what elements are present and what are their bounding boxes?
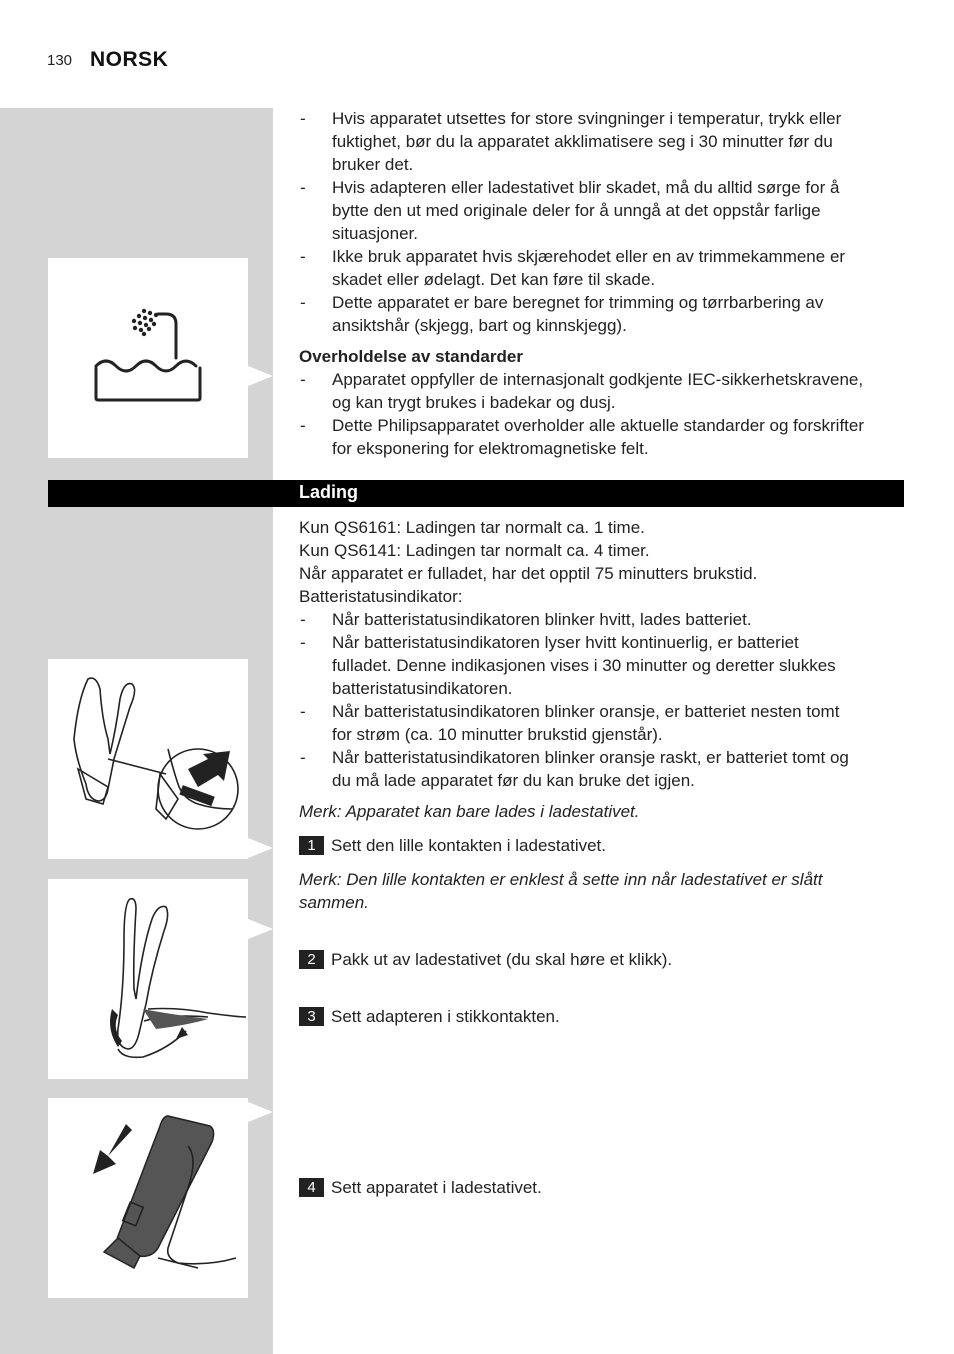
step-4	[299, 1176, 941, 1199]
step-number-badge: 1	[299, 836, 324, 855]
note-text	[299, 868, 909, 914]
list-item-line: ansiktshår (skjegg, bart og kinnskjegg).	[332, 316, 627, 335]
list-item-line: Når batteristatusindikatoren blinker oransje, er batteriet nesten tomt	[332, 702, 840, 721]
step-number-badge: 3	[299, 1007, 324, 1026]
bullet-dash: -	[300, 633, 306, 652]
step-2	[299, 948, 941, 971]
bullet-dash: -	[300, 416, 306, 435]
bullet-dash: -	[300, 109, 306, 128]
insert-appliance-icon	[48, 1098, 248, 1298]
list-item	[299, 631, 909, 700]
list-item-line: Når batteristatusindikatoren blinker hvitt, lades batteriet.	[332, 610, 752, 629]
page-language-heading: NORSK	[90, 48, 169, 71]
warnings-list	[299, 107, 909, 337]
list-item	[299, 414, 909, 460]
note-line: sammen.	[299, 893, 369, 912]
bullet-dash: -	[300, 748, 306, 767]
list-item-line: Apparatet oppfyller de internasjonalt godkjente IEC-sikkerhetskravene,	[332, 370, 864, 389]
list-item-line: Hvis apparatet utsettes for store svingninger i temperatur, trykk eller	[332, 109, 842, 128]
step-text: Sett adapteren i stikkontakten.	[331, 1007, 560, 1026]
intro-line: Når apparatet er fulladet, har det opptil 75 minutters brukstid.	[299, 564, 758, 583]
list-item-line: skadet eller ødelagt. Det kan føre til skade.	[332, 270, 656, 289]
list-item	[299, 608, 909, 631]
list-item	[299, 746, 909, 792]
step-number-badge: 2	[299, 950, 324, 969]
bullet-dash: -	[300, 702, 306, 721]
illustration-pointer	[248, 919, 273, 939]
list-item	[299, 700, 909, 746]
list-item-line: batteristatusindikatoren.	[332, 679, 513, 698]
note-text: Merk: Apparatet kan bare lades i ladestativet.	[299, 802, 640, 821]
list-item-line: bruker det.	[332, 155, 414, 174]
page-number: 130	[47, 52, 73, 69]
intro-line: Batteristatusindikator:	[299, 587, 463, 606]
note-line: Merk: Den lille kontakten er enklest å sette inn når ladestativet er slått	[299, 870, 823, 889]
list-item	[299, 245, 909, 291]
step-1	[299, 834, 941, 857]
intro-line: Kun QS6141: Ladingen tar normalt ca. 4 timer.	[299, 541, 650, 560]
unfold-stand-illustration	[48, 879, 248, 1079]
list-item-line: Ikke bruk apparatet hvis skjærehodet eller en av trimmekammene er	[332, 247, 846, 266]
list-item-line: Når batteristatusindikatoren lyser hvitt kontinuerlig, er batteriet	[332, 633, 799, 652]
bullet-dash: -	[300, 293, 306, 312]
list-item-line: Når batteristatusindikatoren blinker oransje raskt, er batteriet tomt og	[332, 748, 849, 767]
step-text: Sett apparatet i ladestativet.	[331, 1178, 542, 1197]
standards-heading: Overholdelse av standarder	[299, 347, 523, 366]
charging-stand-icon	[48, 659, 248, 859]
illustration-pointer	[248, 366, 273, 386]
shower-bath-icon	[48, 258, 248, 458]
list-item	[299, 176, 909, 245]
list-item-line: for strøm (ca. 10 minutter brukstid gjenstår).	[332, 725, 663, 744]
bullet-dash: -	[300, 370, 306, 389]
step-text: Pakk ut av ladestativet (du skal høre et klikk).	[331, 950, 673, 969]
bullet-dash: -	[300, 610, 306, 629]
list-item-line: du må lade apparatet før du kan bruke det igjen.	[332, 771, 695, 790]
list-item-line: og kan trygt brukes i badekar og dusj.	[332, 393, 616, 412]
list-item-line: situasjoner.	[332, 224, 418, 243]
shower-bath-illustration	[48, 258, 248, 458]
list-item-line: Hvis adapteren eller ladestativet blir skadet, må du alltid sørge for å	[332, 178, 840, 197]
list-item-line: fulladet. Denne indikasjonen vises i 30 minutter og deretter slukkes	[332, 656, 836, 675]
step-number-badge: 4	[299, 1178, 324, 1197]
list-item-line: Dette Philipsapparatet overholder alle aktuelle standarder og forskrifter	[332, 416, 865, 435]
insert-appliance-illustration	[48, 1098, 248, 1298]
charging-stand-plug-illustration	[48, 659, 248, 859]
step-text: Sett den lille kontakten i ladestativet.	[331, 836, 606, 855]
illustration-pointer	[248, 1102, 273, 1122]
illustration-pointer	[248, 838, 273, 858]
intro-line: Kun QS6161: Ladingen tar normalt ca. 1 time.	[299, 518, 645, 537]
section-title-bar	[48, 480, 904, 507]
list-item	[299, 107, 909, 176]
list-item-line: Dette apparatet er bare beregnet for trimming og tørrbarbering av	[332, 293, 824, 312]
standards-section	[299, 345, 909, 460]
charging-info	[299, 516, 909, 792]
unfold-stand-icon	[48, 879, 248, 1079]
bullet-dash: -	[300, 178, 306, 197]
list-item-line: fuktighet, bør du la apparatet akklimatisere seg i 30 minutter før du	[332, 132, 833, 151]
section-title: Lading	[299, 482, 358, 502]
list-item-line: bytte den ut med originale deler for å unngå at det oppstår farlige	[332, 201, 821, 220]
step-3	[299, 1005, 941, 1028]
bullet-dash: -	[300, 247, 306, 266]
list-item	[299, 368, 909, 414]
list-item	[299, 291, 909, 337]
list-item-line: for eksponering for elektromagnetiske felt.	[332, 439, 649, 458]
